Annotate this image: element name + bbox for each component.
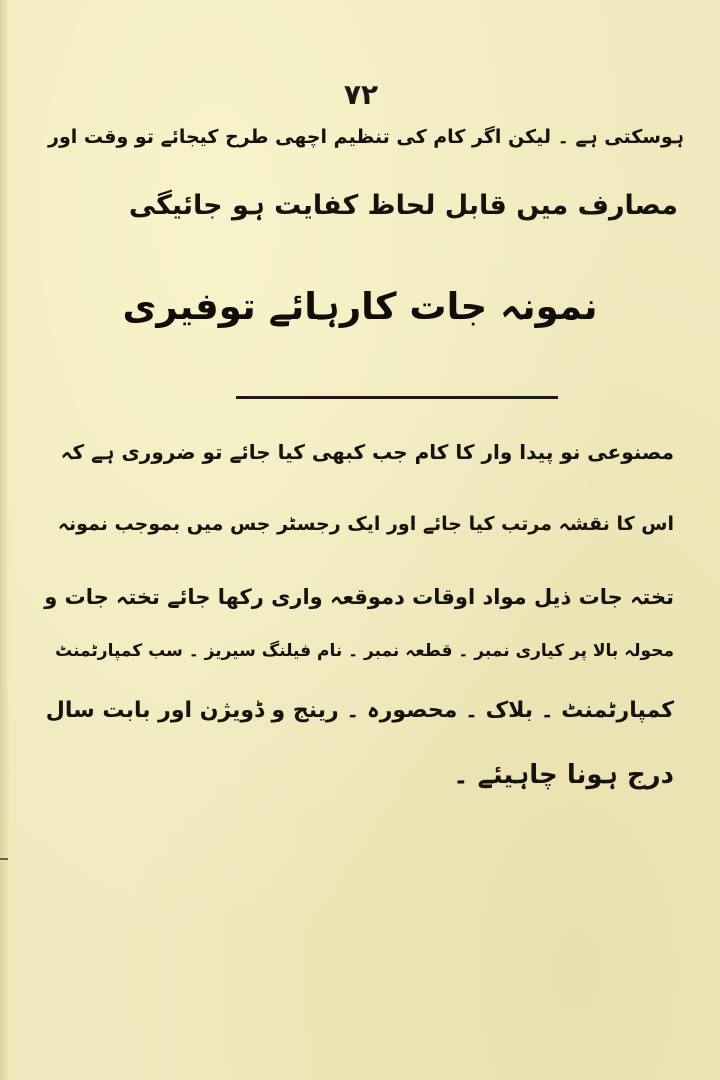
section-heading: نمونہ جات کارہائے توفیری (122, 285, 598, 328)
body-line-6: درج ہونا چاہیئے ۔ (453, 760, 674, 790)
body-line-2: اس کا نقشہ مرتب کیا جائے اور ایک رجسٹر جس میں بموجب نمونہ (57, 513, 674, 535)
body-line-1: مصنوعی نو پیدا وار کا کام جب کبھی کیا جائے تو ضروری ہے کہ (60, 440, 674, 464)
page-edge-shadow (0, 0, 10, 1080)
page-number: ۷۲ (343, 78, 379, 111)
body-line-5: کمپارٹمنٹ ۔ بلاک ۔ محصورہ ۔ رینج و ڈویژن اور بابت سال (45, 698, 674, 723)
top-paragraph-line-2: مصارف میں قابل لحاظ کفایت ہو جائیگی (128, 190, 678, 221)
top-paragraph-line-1: ہوسکتی ہے ۔ لیکن اگر کام کی تنظیم اچھی طرح کیجائے تو وقت اور (48, 126, 684, 148)
page-crease-mark (0, 858, 8, 860)
heading-divider (236, 396, 558, 399)
body-line-4: محولہ بالا پر کیاری نمبر ۔ قطعہ نمبر ۔ نام فیلنگ سیریز ۔ سب کمپارٹمنٹ (55, 641, 674, 661)
body-line-3: تختہ جات ذیل مواد اوقات دموقعہ واری رکھا جائے تختہ جات و (44, 585, 674, 609)
